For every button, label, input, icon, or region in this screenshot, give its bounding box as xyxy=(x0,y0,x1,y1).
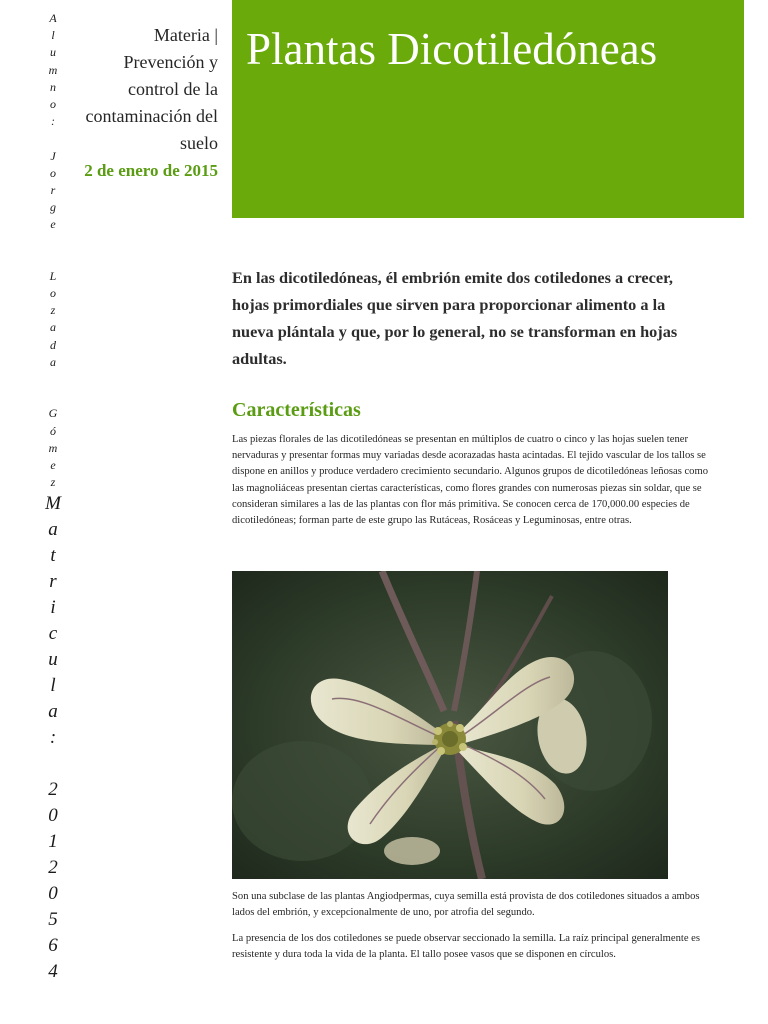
vertical-char: : xyxy=(51,114,55,129)
vertical-char: g xyxy=(50,200,56,215)
vertical-char: G xyxy=(48,406,58,421)
vertical-char: 0 xyxy=(48,805,58,827)
vertical-char: u xyxy=(50,45,56,60)
vertical-char: t xyxy=(50,545,56,567)
vertical-char xyxy=(38,251,68,268)
vertical-char: n xyxy=(50,79,56,94)
vertical-char: 1 xyxy=(48,831,58,853)
body-paragraph-3: La presencia de los dos cotiledones se puede observar seccionado la semilla. La raíz principal generalmente es resistente y dura toda la vida de la planta. El tallo posee vasos que se disponen en círculos. xyxy=(232,933,700,961)
vertical-char: 4 xyxy=(48,961,58,983)
vertical-char: i xyxy=(50,597,56,619)
vertical-char: r xyxy=(50,182,56,197)
subject-line-5: suelo xyxy=(180,133,218,153)
vertical-char: e xyxy=(50,217,56,232)
vertical-char: u xyxy=(48,649,58,671)
vertical-char: a xyxy=(50,354,56,369)
vertical-char: 2 xyxy=(48,857,58,879)
subject-line-2: Prevención y xyxy=(123,52,218,72)
vertical-char xyxy=(38,388,68,405)
vertical-char: l xyxy=(50,675,56,697)
vertical-char: ó xyxy=(50,423,56,438)
vertical-char: 0 xyxy=(48,883,58,905)
vertical-char: m xyxy=(48,62,58,77)
vertical-char: e xyxy=(50,457,56,472)
vertical-char xyxy=(38,371,68,388)
vertical-char: J xyxy=(50,148,56,163)
vertical-char: o xyxy=(50,286,56,300)
vertical-char: a xyxy=(48,519,58,541)
vertical-char: m xyxy=(48,440,58,455)
vertical-char xyxy=(38,751,68,777)
vertical-char: A xyxy=(49,11,57,25)
vertical-char: 6 xyxy=(48,935,58,957)
vertical-char: : xyxy=(49,727,57,749)
subject-line-3: control de la xyxy=(128,79,218,99)
section-heading: Características xyxy=(232,399,361,421)
subject-line-4: contaminación del xyxy=(85,106,218,126)
subject-line-1: Materia | xyxy=(153,25,218,45)
intro-paragraph: En las dicotiledóneas, él embrión emite dos cotiledones a crecer, hojas primordiales que sirven para proporcionar alimento a la nueva plántala y que, por lo general, no se transforman en hojas adultas. xyxy=(232,268,678,368)
vertical-char xyxy=(38,233,68,250)
flower-photo xyxy=(232,571,668,879)
title-banner xyxy=(232,0,744,218)
vertical-char: o xyxy=(50,96,56,111)
vertical-char: z xyxy=(50,303,56,318)
document-date: 2 de enero de 2015 xyxy=(84,161,218,180)
vertical-char: L xyxy=(49,268,57,283)
vertical-char: l xyxy=(51,28,55,43)
vertical-char: o xyxy=(50,165,56,180)
page-title: Plantas Dicotiledóneas xyxy=(246,24,658,74)
vertical-char: d xyxy=(50,337,56,352)
vertical-char: a xyxy=(48,701,58,723)
vertical-char: c xyxy=(48,623,58,645)
body-paragraph-1: Las piezas florales de las dicotiledóneas se presentan en múltiplos de cuatro o cinco y las hojas suelen tener nervaduras y presentar formas muy variadas desde acorazadas hasta acintadas. El tejido vascular de los tallos se dispone en anillos y produce verdadero crecimiento secundario. Algunos grupos de dicotiledóneas leñosas como las magnoliáceas presentan ciertas características, como flores grandes con numerosas piezas sin soldar, que se consideran similares a las de las plantas con flor más primitiva. Se conocen cerca de 170,000.00 especies de dicotiledóneas; forman parte de este grupo las Rutáceas, Rosáceas y Leguminosas, entre otras. xyxy=(232,434,708,527)
vertical-char: M xyxy=(45,493,61,515)
subject-block xyxy=(58,22,218,181)
vertical-char: 2 xyxy=(48,779,58,801)
vertical-char: r xyxy=(49,571,57,593)
vertical-char: 5 xyxy=(48,909,58,931)
body-paragraph-2: Son una subclase de las plantas Angiodpermas, cuya semilla está provista de dos cotiledones situados a ambos lados del embrión, y excepcionalmente de uno, por atrofia del segundo. xyxy=(232,891,700,919)
vertical-char: z xyxy=(50,475,56,490)
vertical-char: a xyxy=(50,320,56,335)
